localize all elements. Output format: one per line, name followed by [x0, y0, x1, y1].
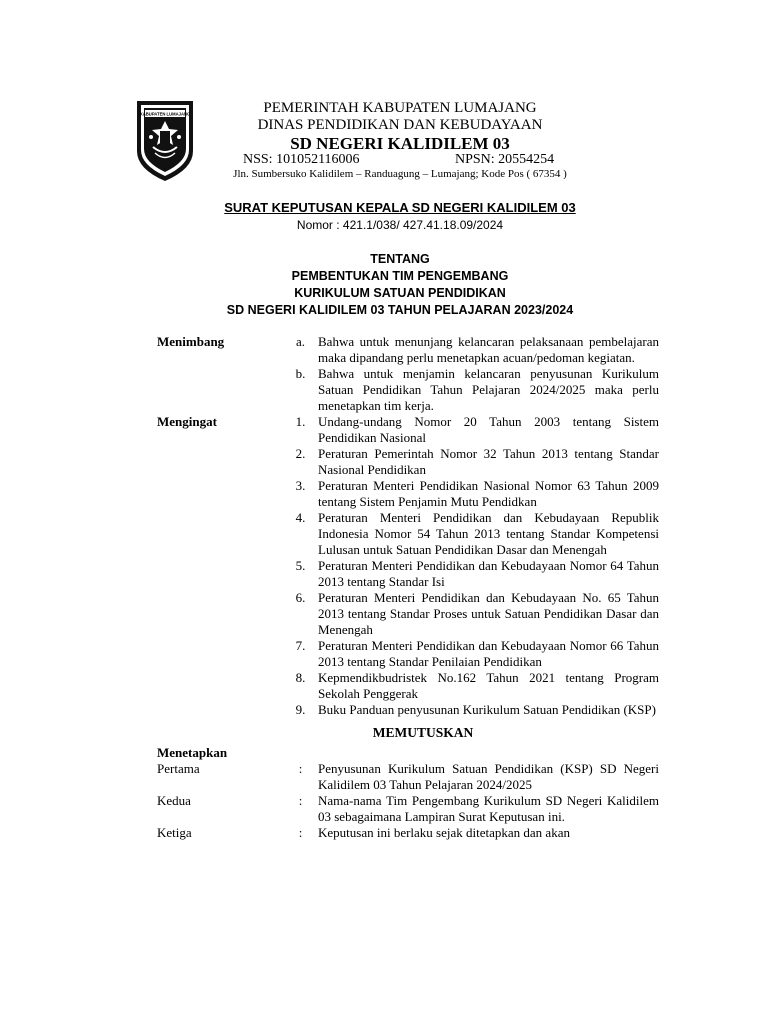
item-text: Bahwa untuk menunjang kelancaran pelaksanaan pembelajaran maka dipandang perlu menetapkan acuan/pedoman kegiatan.	[318, 334, 659, 365]
item-colon: :	[298, 761, 303, 776]
decree-number: Nomor : 421.1/038/ 427.41.18.09/2024	[296, 218, 504, 232]
government-line: PEMERINTAH KABUPATEN LUMAJANG	[263, 100, 537, 116]
item-label: Kedua	[157, 793, 191, 808]
item-marker: 7.	[295, 638, 306, 653]
menimbang-item	[157, 366, 659, 414]
item-text: Undang-undang Nomor 20 Tahun 2003 tentang Sistem Pendidikan Nasional	[318, 414, 659, 445]
item-colon: :	[298, 825, 303, 840]
mengingat-item	[157, 414, 659, 446]
item-text: Peraturan Menteri Pendidikan dan Kebudayaan Nomor 64 Tahun 2013 tentang Standar Isi	[318, 558, 659, 589]
item-text: Penyusunan Kurikulum Satuan Pendidikan (KSP) SD Negeri Kalidilem 03 Tahun Pelajaran 2024/2025	[318, 761, 659, 792]
item-text: Peraturan Menteri Pendidikan dan Kebudayaan Nomor 66 Tahun 2013 tentang Standar Penilaian Pendidikan	[318, 638, 659, 669]
menetapkan-label: Menetapkan	[157, 745, 228, 760]
menimbang-label: Menimbang	[157, 334, 225, 349]
item-text: Nama-nama Tim Pengembang Kurikulum SD Negeri Kalidilem 03 sebagaimana Lampiran Surat Keputusan ini.	[318, 793, 659, 824]
mengingat-label: Mengingat	[157, 414, 217, 429]
item-marker: b.	[295, 366, 306, 381]
mengingat-item	[157, 510, 659, 558]
item-marker: a.	[295, 334, 306, 349]
decree-about: TENTANG	[370, 252, 430, 266]
item-label: Ketiga	[157, 825, 192, 840]
mengingat-item	[157, 590, 659, 638]
item-text: Keputusan ini berlaku sejak ditetapkan dan akan	[318, 825, 570, 840]
school-address: Jln. Sumbersuko Kalidilem – Randuagung – Lumajang; Kode Pos ( 67354 )	[233, 168, 567, 180]
item-text: Peraturan Menteri Pendidikan dan Kebudayaan Republik Indonesia Nomor 54 Tahun 2013 tentang Standar Kompetensi Lulusan untuk Satuan Pendidikan Dasar dan Menengah	[318, 510, 659, 557]
item-colon: :	[298, 793, 303, 808]
department-line: DINAS PENDIDIKAN DAN KEBUDAYAAN	[257, 117, 543, 133]
decree-subject-2: KURIKULUM SATUAN PENDIDIKAN	[294, 286, 506, 300]
menetapkan-item	[157, 793, 659, 825]
item-marker: 2.	[295, 446, 306, 461]
mengingat-item	[157, 558, 659, 590]
item-text: Bahwa untuk menjamin kelancaran penyusunan Kurikulum Satuan Pendidikan Tahun Pelajaran 2024/2025 maka perlu menetapkan tim kerja.	[318, 366, 659, 413]
item-marker: 1.	[295, 414, 306, 429]
item-marker: 9.	[295, 702, 306, 717]
menetapkan-item	[157, 825, 659, 841]
school-name: SD NEGERI KALIDILEM 03	[290, 134, 510, 153]
item-text: Kepmendikbudristek No.162 Tahun 2021 tentang Program Sekolah Penggerak	[318, 670, 659, 701]
memutuskan-heading: MEMUTUSKAN	[372, 725, 474, 740]
item-text: Peraturan Menteri Pendidikan Nasional Nomor 63 Tahun 2009 tentang Sistem Penjamin Mutu Pendidkan	[318, 478, 659, 509]
item-marker: 3.	[295, 478, 306, 493]
item-label: Pertama	[157, 761, 200, 776]
decree-body	[157, 334, 659, 841]
mengingat-item	[157, 638, 659, 670]
item-text: Buku Panduan penyusunan Kurikulum Satuan Pendidikan (KSP)	[318, 702, 656, 717]
item-text: Peraturan Pemerintah Nomor 32 Tahun 2013 tentang Standar Nasional Pendidikan	[318, 446, 659, 477]
mengingat-item	[157, 702, 659, 718]
item-marker: 5.	[295, 558, 306, 573]
mengingat-item	[157, 670, 659, 702]
item-marker: 8.	[295, 670, 306, 685]
logo-lettering: KABUPATEN LUMAJANG	[139, 111, 191, 117]
item-marker: 6.	[295, 590, 306, 605]
regency-logo	[133, 99, 197, 183]
mengingat-item	[157, 446, 659, 478]
decree-subject-3: SD NEGERI KALIDILEM 03 TAHUN PELAJARAN 2023/2024	[226, 303, 574, 317]
item-text: Peraturan Menteri Pendidikan dan Kebudayaan No. 65 Tahun 2013 tentang Standar Proses untuk Satuan Pendidikan Dasar dan Menengah	[318, 590, 659, 637]
menimbang-item	[157, 334, 659, 366]
decree-subject-1: PEMBENTUKAN TIM PENGEMBANG	[291, 269, 509, 283]
nss-number: NSS: 101052116006	[243, 152, 360, 167]
menetapkan-item	[157, 761, 659, 793]
npsn-number: NPSN: 20554254	[455, 152, 555, 167]
item-marker: 4.	[295, 510, 306, 525]
decree-title: SURAT KEPUTUSAN KEPALA SD NEGERI KALIDILEM 03	[224, 200, 576, 215]
mengingat-item	[157, 478, 659, 510]
